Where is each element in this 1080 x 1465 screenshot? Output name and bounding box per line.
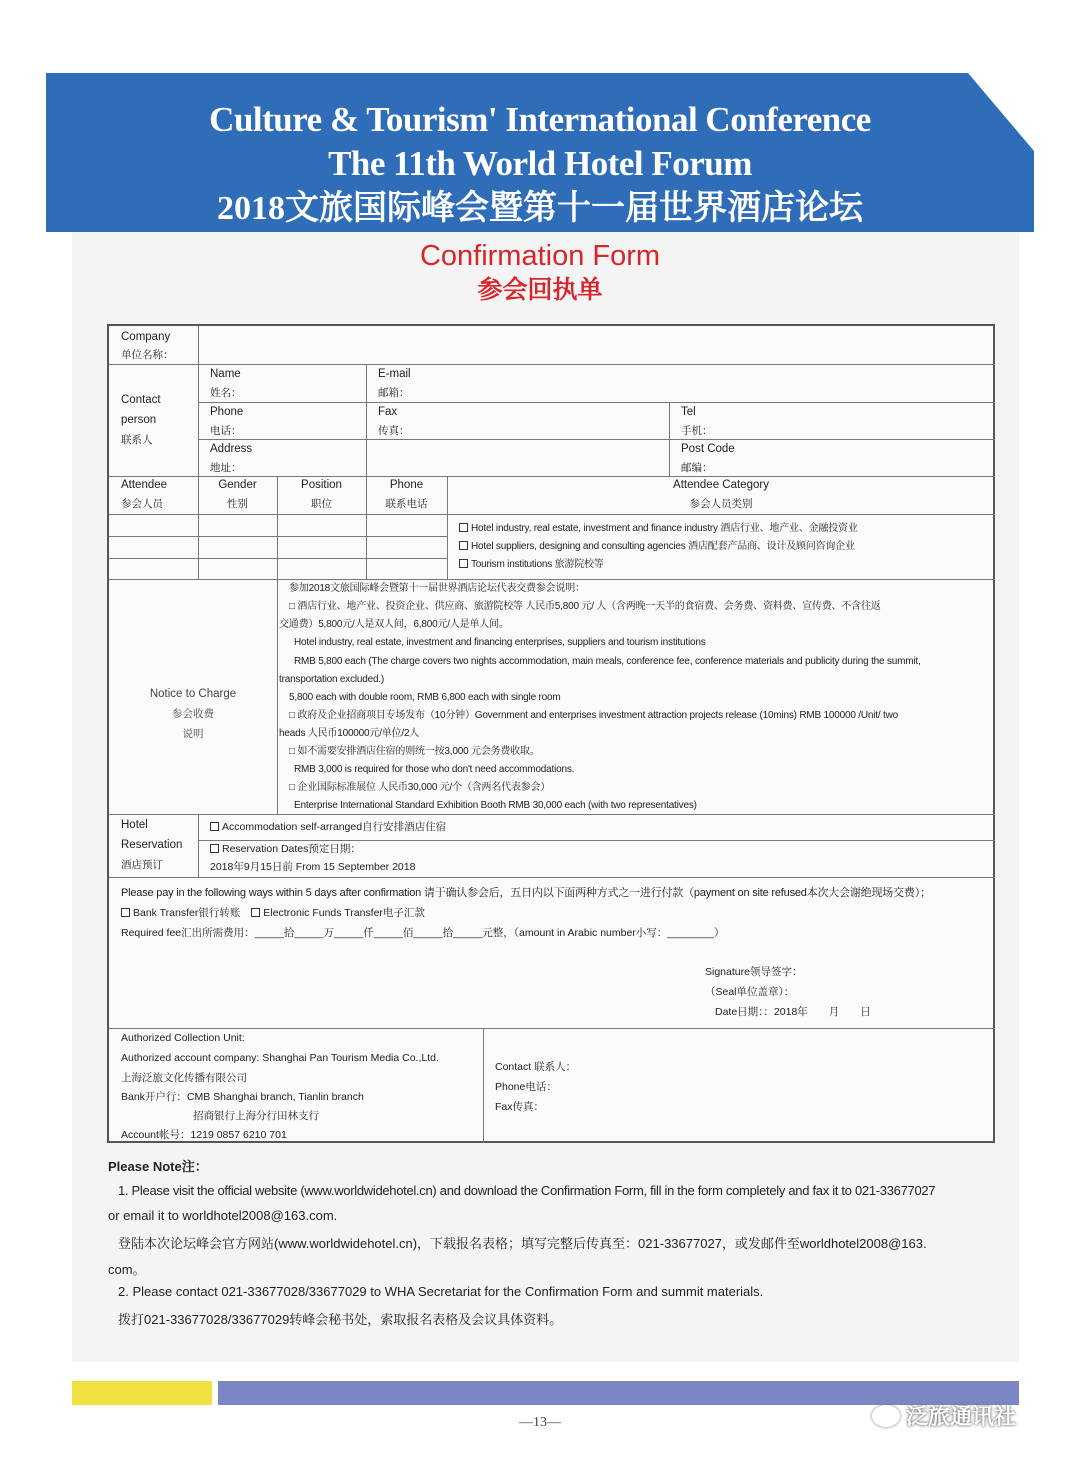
banner-title-line3: 2018文旅国际峰会暨第十一届世界酒店论坛 <box>217 190 863 227</box>
banner-title-line1: Culture & Tourism' International Conference <box>209 100 871 139</box>
notice-line: □ 如不需要安排酒店住宿的则统一按3,000 元会务费收取。 <box>289 746 540 757</box>
address-label-cn: 地址： <box>210 462 242 474</box>
address-label-en: Address <box>210 443 253 455</box>
note-1-cn: 登陆本次论坛峰会官方网站(www.worldwidehotel.cn)，下载报名表格；填写完整后传真至：021-33677027，或发邮件至worldhotel2008@163. <box>118 1236 927 1251</box>
category-option-hotel-industry[interactable] <box>459 519 858 538</box>
email-label-cn: 邮箱： <box>378 387 410 399</box>
notice-label-cn2: 说明 <box>182 728 204 740</box>
payment-instructions: Please pay in the following ways within 5 days after confirmation 请于确认参会后，五日内以下面两种方式之一进行付款（payment on site refused本次大会谢绝现场交费）； <box>121 887 931 899</box>
phone-header-en: Phone <box>389 479 424 491</box>
hotel-label-l1: Hotel <box>121 819 148 831</box>
seal-label: （Seal单位盖章）： <box>705 986 795 998</box>
notice-line: □ 政府及企业招商项目专场发布（10分钟）Government and enterprises investment attraction projects release (10mins) RMB 100000 /Unit/ two <box>289 710 898 721</box>
form-title-cn: 参会回执单 <box>477 276 603 304</box>
notice-line: 交通费）5,800元/人是双人间，6,800元/人是单人间。 <box>279 619 509 630</box>
confirmation-form-table <box>107 324 995 1143</box>
checkbox-icon[interactable] <box>210 822 219 831</box>
note-2-en: 2. Please contact 021-33677028/33677029 to WHA Secretariat for the Confirmation Form and summit materials. <box>118 1284 764 1299</box>
eft-option[interactable] <box>251 907 425 919</box>
contact-label-l1: Contact <box>121 394 161 406</box>
contact-label-cn: 联系人 <box>121 434 153 446</box>
fax-label-en: Fax <box>378 406 398 418</box>
notice-line: Enterprise International Standard Exhibition Booth RMB 30,000 each (with two representatives) <box>294 800 697 811</box>
contact-box-contact: Contact 联系人： <box>495 1061 577 1073</box>
notice-line: □ 企业国际标准展位 人民币30,000 元/个（含两名代表参会） <box>289 782 551 793</box>
checkbox-icon[interactable] <box>459 523 468 532</box>
category-option-tourism[interactable] <box>459 555 604 574</box>
phone-header-cn: 联系电话 <box>385 498 428 510</box>
collection-unit-label: Authorized Collection Unit: <box>121 1032 245 1044</box>
page-number: —13— <box>519 1415 561 1430</box>
notice-line: heads 人民币100000元/单位/2人 <box>279 728 420 739</box>
tel-label-cn: 手机： <box>681 425 713 437</box>
gender-header-en: Gender <box>218 479 257 491</box>
note-1-cn-cont: com。 <box>108 1262 146 1277</box>
position-header-en: Position <box>301 479 342 491</box>
notice-label-en: Notice to Charge <box>149 688 237 700</box>
hotel-self-arranged-label: Accommodation self-arranged自行安排酒店住宿 <box>222 821 447 833</box>
hotel-label-l2: Reservation <box>121 839 183 851</box>
email-label-en: E-mail <box>378 368 411 380</box>
postcode-label-cn: 邮编： <box>681 462 713 474</box>
signature-label: Signature领导签字： <box>705 966 803 978</box>
note-2-cn: 拨打021-33677028/33677029转峰会秘书处，索取报名表格及会议具体资料。 <box>118 1312 563 1327</box>
category-option-label: Hotel suppliers, designing and consulting agencies 酒店配套产品商、设计及顾问咨询企业 <box>471 541 855 552</box>
gender-header-cn: 性别 <box>227 498 248 510</box>
note-1-en-cont: or email it to worldhotel2008@163.com. <box>108 1208 338 1223</box>
checkbox-icon[interactable] <box>459 541 468 550</box>
name-label-en: Name <box>210 368 241 380</box>
hotel-self-arranged-option[interactable] <box>210 818 446 837</box>
date-label: Date日期：：2018年 月 日 <box>715 1006 871 1018</box>
checkbox-icon[interactable] <box>251 908 260 917</box>
eft-label: Electronic Funds Transfer电子汇款 <box>263 907 425 919</box>
category-option-label: Hotel industry, real estate, investment and finance industry 酒店行业、地产业、金融投资业 <box>471 523 858 534</box>
postcode-label-en: Post Code <box>681 443 735 455</box>
notes-heading: Please Note注： <box>108 1159 208 1174</box>
collection-bank-cn: 招商银行上海分行田林支行 <box>193 1110 319 1122</box>
notice-label-cn1: 参会收费 <box>172 708 214 720</box>
attendee-header-en: Attendee <box>121 479 168 491</box>
contact-box-phone: Phone电话： <box>495 1081 557 1093</box>
hotel-label-cn: 酒店预订 <box>121 859 163 871</box>
hotel-reservation-label: Reservation Dates预定日期： <box>222 843 361 855</box>
category-option-label: Tourism institutions 旅游院校等 <box>471 559 604 570</box>
contact-label-l2: person <box>121 414 157 426</box>
bank-transfer-label: Bank Transfer银行转账 <box>133 907 241 919</box>
contact-box-fax: Fax传真： <box>495 1101 545 1113</box>
notice-line: 参加2018文旅国际峰会暨第十一届世界酒店论坛代表交费参会说明： <box>289 583 585 594</box>
attendee-header-cn: 参会人员 <box>121 498 163 510</box>
company-field[interactable] <box>199 326 995 364</box>
position-header-cn: 职位 <box>311 498 332 510</box>
required-fee-line: Required fee汇出所需费用：_____拾_____万_____仟_____佰_____拾_____元整，（amount in Arabic number小写：________） <box>121 927 725 939</box>
collection-company: Authorized account company: Shanghai Pan Tourism Media Co.,Ltd. <box>121 1052 439 1064</box>
fax-label-cn: 传真： <box>378 425 410 437</box>
hotel-reservation-option[interactable] <box>210 840 361 859</box>
category-option-suppliers[interactable] <box>459 537 855 556</box>
wechat-icon <box>872 1405 900 1427</box>
notice-line: RMB 3,000 is required for those who don't need accommodations. <box>294 764 575 775</box>
banner-title-line2: The 11th World Hotel Forum <box>328 144 752 183</box>
watermark-text: 泛旅通讯社 <box>906 1404 1017 1429</box>
category-header-en: Attendee Category <box>673 479 769 491</box>
watermark <box>872 1400 1016 1431</box>
banner-title <box>46 98 1034 232</box>
bank-transfer-option[interactable] <box>121 907 240 919</box>
company-label-cn: 单位名称： <box>121 349 174 361</box>
form-title <box>0 238 1080 306</box>
note-1-en: 1. Please visit the official website (www.worldwidehotel.cn) and download the Confirmation Form, fill in the form completely and fax it to 021-33677027 <box>118 1183 936 1198</box>
company-label-en: Company <box>121 331 171 343</box>
notice-line: □ 酒店行业、地产业、投资企业、供应商、旅游院校等 人民币5,800 元/ 人（含两晚一天半的食宿费、会务费、资料费、宣传费、不含往返 <box>289 601 881 612</box>
collection-company-cn: 上海泛旅文化传播有限公司 <box>121 1072 247 1084</box>
payment-methods <box>121 904 425 923</box>
footer-bar-yellow <box>72 1381 212 1405</box>
notice-line: RMB 5,800 each (The charge covers two nights accommodation, main meals, conference fee, conference materials and publicity during the summit, <box>294 656 921 667</box>
checkbox-icon[interactable] <box>459 559 468 568</box>
collection-bank: Bank开户行：CMB Shanghai branch, Tianlin branch <box>121 1091 364 1103</box>
phone-label-en: Phone <box>210 406 244 418</box>
tel-label-en: Tel <box>681 406 696 418</box>
checkbox-icon[interactable] <box>210 844 219 853</box>
notice-line: transportation excluded.) <box>279 674 385 685</box>
checkbox-icon[interactable] <box>121 908 130 917</box>
category-header-cn: 参会人员类别 <box>689 498 753 510</box>
name-label-cn: 姓名： <box>210 387 242 399</box>
notice-line: Hotel industry, real estate, investment and financing enterprises, suppliers and tourism institutions <box>294 637 706 648</box>
hotel-from-date: 2018年9月15日前 From 15 September 2018 <box>210 861 416 873</box>
phone-label-cn: 电话： <box>210 425 242 437</box>
collection-account: Account帐号：1219 0857 6210 701 <box>121 1129 287 1141</box>
form-title-en: Confirmation Form <box>419 240 661 272</box>
notice-line: 5,800 each with double room, RMB 6,800 each with single room <box>289 692 561 703</box>
